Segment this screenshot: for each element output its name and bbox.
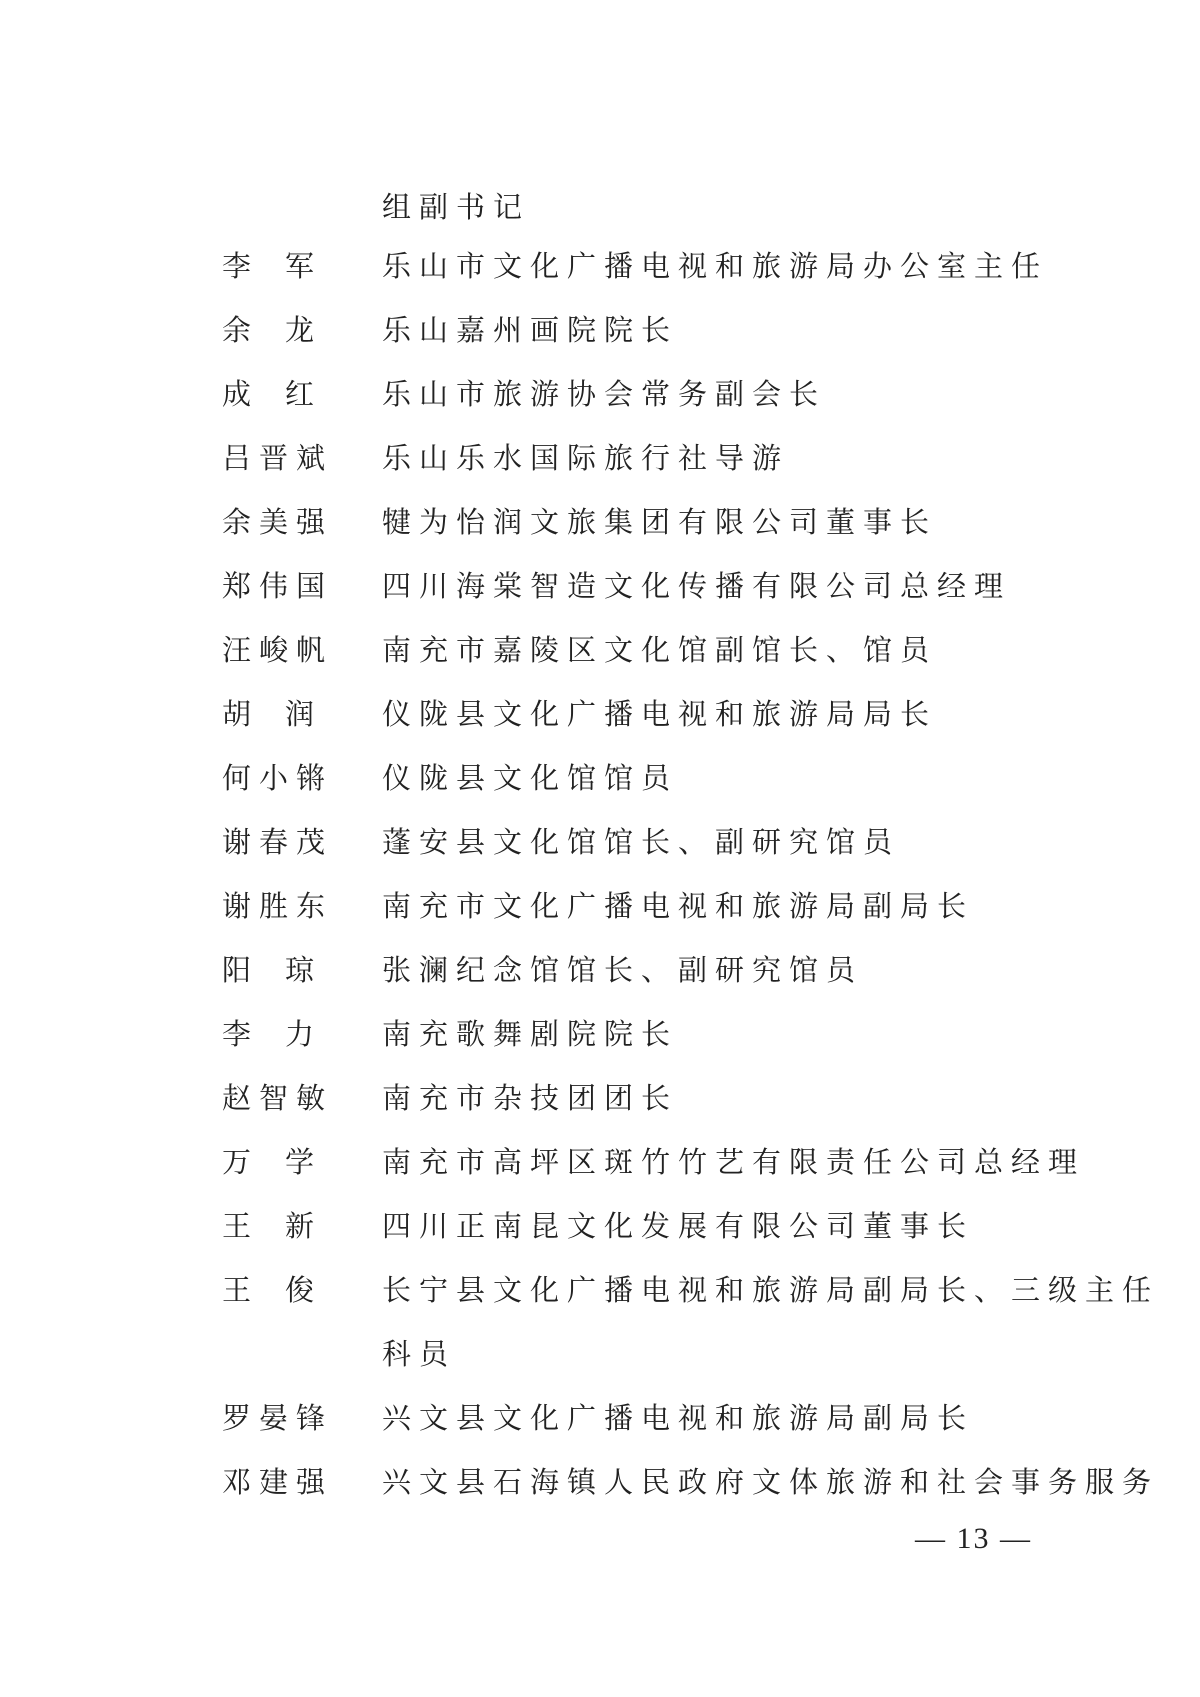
- person-title: 仪陇县文化广播电视和旅游局局长: [382, 697, 938, 731]
- name-char: 峻: [259, 633, 297, 667]
- name-char: 帆: [296, 633, 334, 667]
- name-char: 东: [296, 889, 334, 923]
- person-name: [222, 502, 334, 542]
- person-name: [222, 1078, 334, 1118]
- person-name: [222, 438, 334, 478]
- name-char: 郑: [222, 569, 260, 603]
- name-char: 国: [296, 569, 334, 603]
- name-char: 强: [296, 505, 334, 539]
- continuation-line: [382, 187, 530, 227]
- person-name: [222, 1462, 334, 1502]
- name-char: 谢: [222, 889, 260, 923]
- person-name: [222, 886, 334, 926]
- person-name: [222, 1398, 334, 1438]
- person-title: 南充市高坪区斑竹竹艺有限责任公司总经理: [382, 1145, 1086, 1179]
- person-title: 长宁县文化广播电视和旅游局副局长、三级主任: [382, 1273, 1160, 1307]
- name-char: 李: [222, 1017, 260, 1051]
- person-name: [222, 1270, 322, 1310]
- person-name: [222, 246, 322, 286]
- name-char: 锵: [296, 761, 334, 795]
- page-number: — 13 —: [915, 1522, 1032, 1555]
- person-title: 张澜纪念馆馆长、副研究馆员: [382, 953, 864, 987]
- name-char: 李: [222, 249, 260, 283]
- person-title: 乐山市文化广播电视和旅游局办公室主任: [382, 249, 1049, 283]
- name-char: 王: [222, 1209, 260, 1243]
- name-char: 润: [284, 697, 322, 731]
- name-char: 伟: [259, 569, 297, 603]
- person-title: 四川海棠智造文化传播有限公司总经理: [382, 569, 1012, 603]
- name-char: 谢: [222, 825, 260, 859]
- name-char: 建: [259, 1465, 297, 1499]
- person-title: 南充歌舞剧院院长: [382, 1017, 679, 1051]
- person-title: 乐山嘉州画院院长: [382, 313, 679, 347]
- name-char: 新: [284, 1209, 322, 1243]
- name-char: 强: [296, 1465, 334, 1499]
- name-char: 成: [222, 377, 260, 411]
- name-char: 吕: [222, 441, 260, 475]
- name-char: 邓: [222, 1465, 260, 1499]
- person-name: [222, 1142, 322, 1182]
- name-char: 茂: [296, 825, 334, 859]
- person-title: 仪陇县文化馆馆员: [382, 761, 679, 795]
- name-char: 军: [284, 249, 322, 283]
- person-title: 四川正南昆文化发展有限公司董事长: [382, 1209, 975, 1243]
- name-char: 琼: [284, 953, 322, 987]
- person-title: 乐山市旅游协会常务副会长: [382, 377, 827, 411]
- name-char: 敏: [296, 1081, 334, 1115]
- continuation-text: 组副书记: [382, 190, 531, 224]
- name-char: 罗: [222, 1401, 260, 1435]
- name-char: 学: [284, 1145, 322, 1179]
- person-title: 兴文县文化广播电视和旅游局副局长: [382, 1401, 975, 1435]
- person-title: 蓬安县文化馆馆长、副研究馆员: [382, 825, 901, 859]
- name-char: 美: [259, 505, 297, 539]
- name-char: 智: [259, 1081, 297, 1115]
- person-name: [222, 1206, 322, 1246]
- name-char: 阳: [222, 953, 260, 987]
- person-title: 南充市文化广播电视和旅游局副局长: [382, 889, 975, 923]
- person-name: [222, 310, 322, 350]
- name-char: 红: [284, 377, 322, 411]
- person-title: 乐山乐水国际旅行社导游: [382, 441, 790, 475]
- name-char: 胡: [222, 697, 260, 731]
- person-title: 犍为怡润文旅集团有限公司董事长: [382, 505, 938, 539]
- person-name: [222, 694, 322, 734]
- person-name: [222, 1014, 322, 1054]
- name-char: 赵: [222, 1081, 260, 1115]
- person-name: [222, 374, 322, 414]
- name-char: 汪: [222, 633, 260, 667]
- name-char: 余: [222, 505, 260, 539]
- person-name: [222, 566, 334, 606]
- name-char: 晋: [259, 441, 297, 475]
- person-name: [222, 822, 334, 862]
- person-title-continuation: 科员: [382, 1337, 457, 1371]
- name-char: 春: [259, 825, 297, 859]
- person-name: [222, 950, 322, 990]
- name-char: 余: [222, 313, 260, 347]
- name-char: 小: [259, 761, 297, 795]
- name-char: 王: [222, 1273, 260, 1307]
- person-title: 南充市嘉陵区文化馆副馆长、馆员: [382, 633, 938, 667]
- name-char: 胜: [259, 889, 297, 923]
- name-char: 斌: [296, 441, 334, 475]
- person-title: 兴文县石海镇人民政府文体旅游和社会事务服务: [382, 1465, 1160, 1499]
- name-char: 俊: [284, 1273, 322, 1307]
- name-char: 晏: [259, 1401, 297, 1435]
- person-name: [222, 630, 334, 670]
- name-char: 何: [222, 761, 260, 795]
- name-char: 龙: [284, 313, 322, 347]
- name-char: 万: [222, 1145, 260, 1179]
- name-char: 锋: [296, 1401, 334, 1435]
- person-name: [222, 758, 334, 798]
- person-title: 南充市杂技团团长: [382, 1081, 679, 1115]
- name-char: 力: [284, 1017, 322, 1051]
